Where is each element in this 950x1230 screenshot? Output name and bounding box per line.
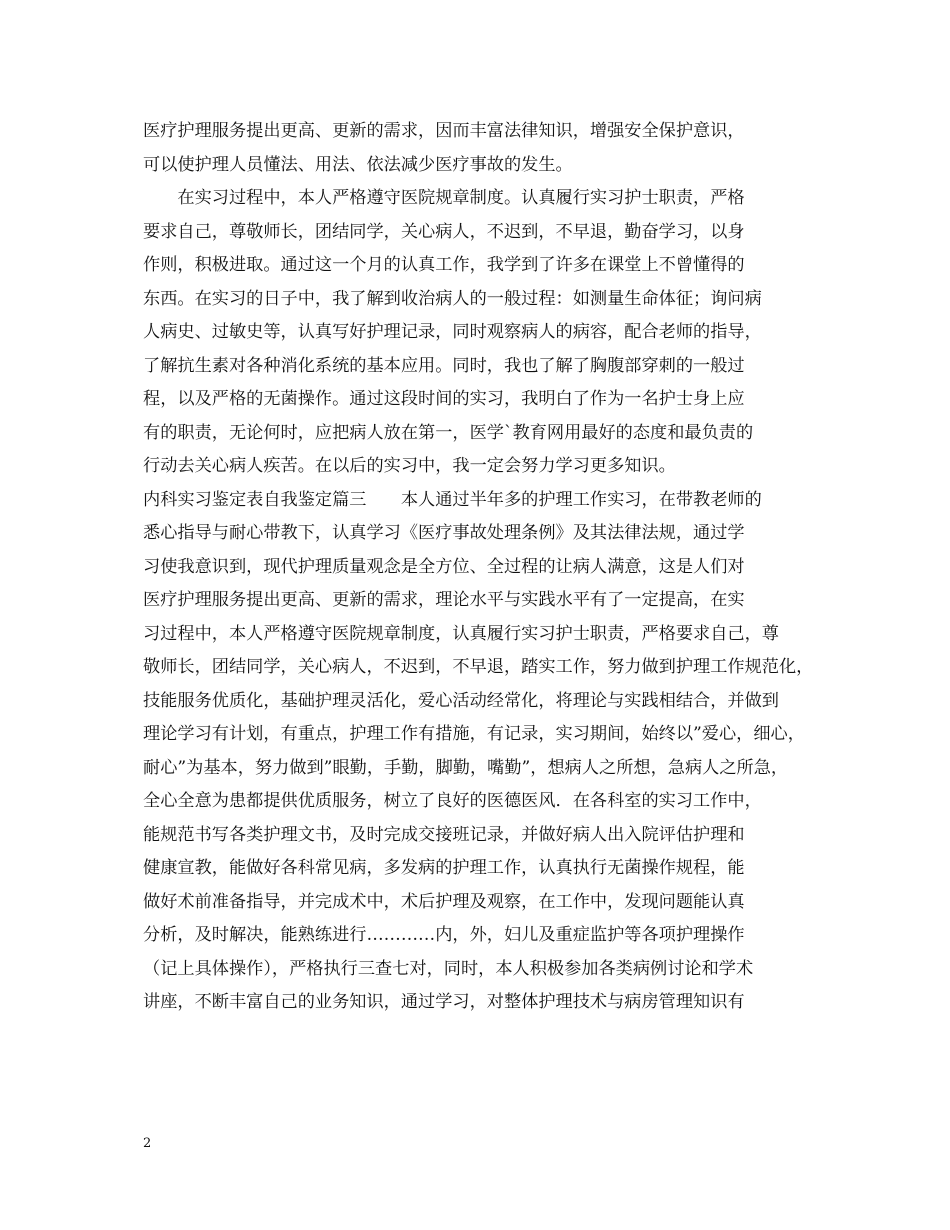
text-line: 东西。在实习的日子中，我了解到收治病人的一般过程：如测量生命体征；询问病 xyxy=(143,288,762,309)
text-line: 能规范书写各类护理文书，及时完成交接班记录，并做好病人出入院评估护理和 xyxy=(143,824,745,845)
text-line: 讲座，不断丰富自己的业务知识，通过学习，对整体护理技术与病房管理知识有 xyxy=(143,992,745,1012)
text-line: （记上具体操作），严格执行三查七对，同时，本人积极参加各类病例讨论和学术 xyxy=(143,958,754,979)
text-line: 全心全意为患都提供优质服务，树立了良好的医德医风．在各科室的实习工作中， xyxy=(143,791,762,811)
text-line: 内科实习鉴定表自我鉴定篇三 本人通过半年多的护理工作实习，在带教老师的 xyxy=(143,489,762,510)
text-line: 敬师长，团结同学，关心病人，不迟到，不早退，踏实工作，努力做到护理工作规范化， xyxy=(143,657,814,677)
text-line: 在实习过程中，本人严格遵守医院规章制度。认真履行实习护士职责，严格 xyxy=(143,188,745,208)
text-line: 习过程中，本人严格遵守医院规章制度，认真履行实习护士职责，严格要求自己，尊 xyxy=(143,623,779,644)
text-line: 耐心”为基本，努力做到”眼勤，手勤，脚勤，嘴勤”，想病人之所想，急病人之所急， xyxy=(143,757,789,778)
text-line: 行动去关心病人疾苦。在以后的实习中，我一定会努力学习更多知识。 xyxy=(143,456,676,476)
body-text xyxy=(143,115,823,1020)
text-line: 要求自己，尊敬师长，团结同学，关心病人，不迟到，不早退，勤奋学习，以身 xyxy=(143,221,745,242)
text-line: 悉心指导与耐心带教下，认真学习《医疗事故处理条例》及其法律法规，通过学 xyxy=(143,523,745,543)
text-line: 分析，及时解决，能熟练进行…………内，外，妇儿及重症监护等各项护理操作 xyxy=(143,925,745,945)
text-line: 医疗护理服务提出更高、更新的需求，理论水平与实践水平有了一定提高，在实 xyxy=(143,590,745,610)
text-line: 医疗护理服务提出更高、更新的需求，因而丰富法律知识，增强安全保护意识， xyxy=(143,121,745,141)
text-line: 做好术前准备指导，并完成术中，术后护理及观察，在工作中，发现问题能认真 xyxy=(143,891,745,912)
text-line: 有的职责，无论何时，应把病人放在第一，医学`教育网用最好的态度和最负责的 xyxy=(143,422,754,443)
text-line: 程，以及严格的无菌操作。通过这段时间的实习，我明白了作为一名护士身上应 xyxy=(143,389,745,409)
text-line: 人病史、过敏史等，认真写好护理记录，同时观察病人的病容，配合老师的指导， xyxy=(143,322,762,342)
text-line: 健康宣教，能做好各科常见病，多发病的护理工作，认真执行无菌操作规程，能 xyxy=(143,858,745,878)
page-number: 2 xyxy=(143,1136,152,1151)
text-line: 理论学习有计划，有重点，护理工作有措施，有记录，实习期间，始终以”爱心，细心， xyxy=(143,724,805,744)
text-line: 作则，积极进取。通过这一个月的认真工作，我学到了许多在课堂上不曾懂得的 xyxy=(143,255,745,275)
text-line: 了解抗生素对各种消化系统的基本应用。同时，我也了解了胸腹部穿刺的一般过 xyxy=(143,355,745,376)
text-line: 可以使护理人员懂法、用法、依法减少医疗事故的发生。 xyxy=(143,154,573,175)
text-line: 技能服务优质化，基础护理灵活化，爱心活动经常化，将理论与实践相结合，并做到 xyxy=(143,690,779,711)
text-line: 习使我意识到，现代护理质量观念是全方位、全过程的让病人满意，这是人们对 xyxy=(143,556,745,577)
